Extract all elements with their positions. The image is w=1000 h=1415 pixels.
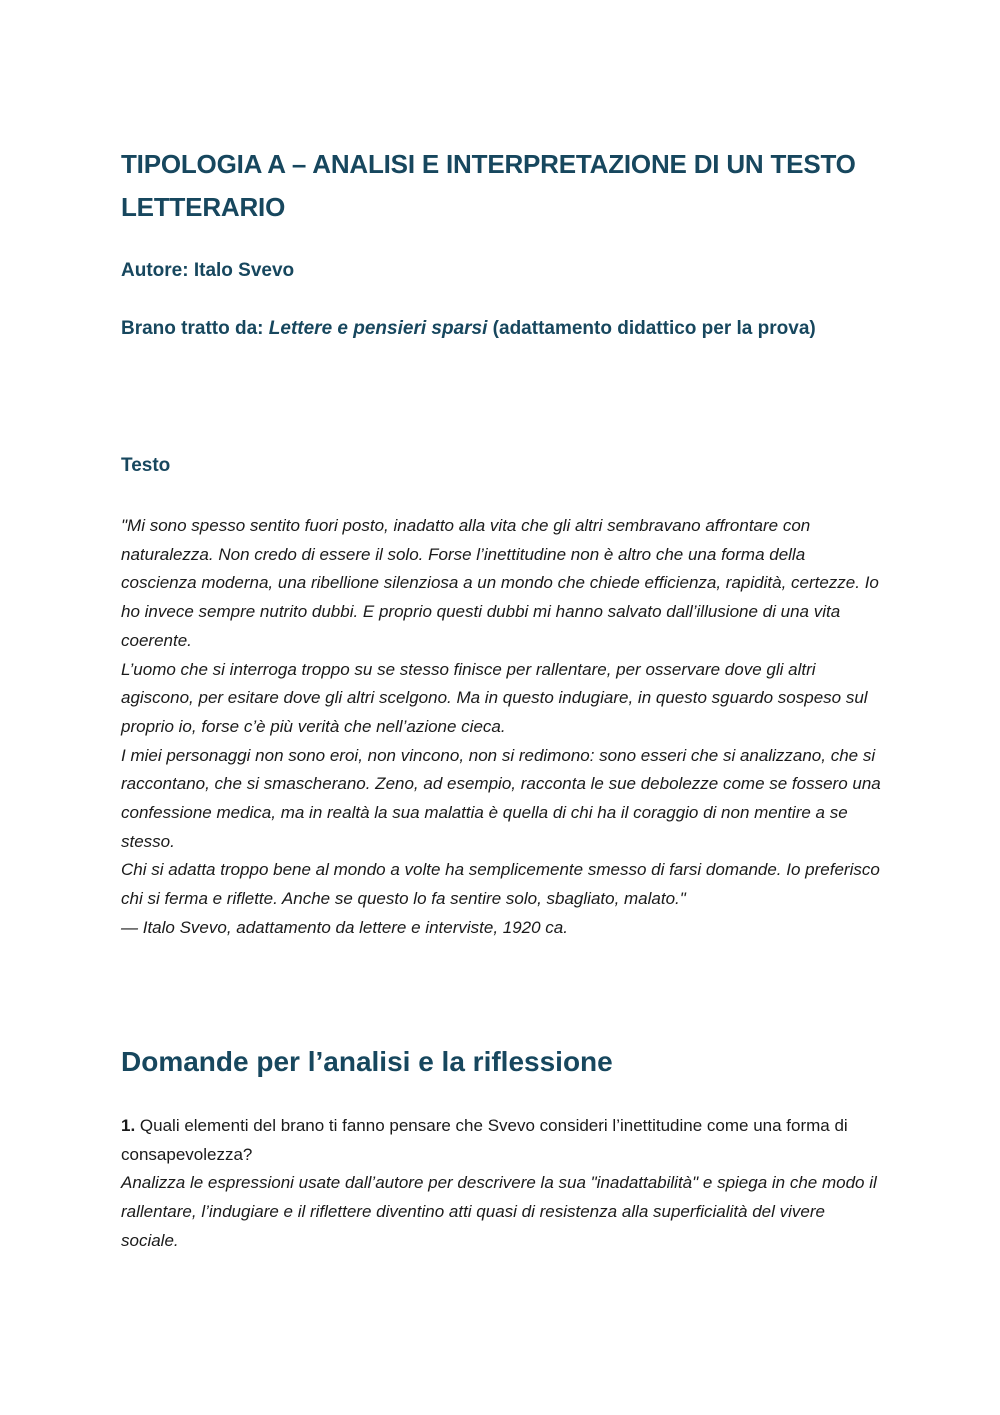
questions-heading: Domande per l’analisi e la riflessione: [121, 1046, 613, 1077]
source-work-title: Lettere e pensieri sparsi: [268, 318, 488, 339]
question-text: Quali elementi del brano ti fanno pensare che Svevo consideri l’inettitudine come una forma di consapevolezza?: [121, 1116, 848, 1164]
question-number: 1.: [121, 1116, 136, 1135]
question-hint: Analizza le espressioni usate dall’autore per descrivere la sua "inadattabilità" e spiega in che modo il rallentare, l’indugiare e il riflettere diventino atti quasi di resistenza alla superficialità del vivere sociale.: [121, 1173, 877, 1250]
source-line: [121, 312, 881, 346]
text-section-label: Testo: [121, 455, 171, 476]
source-note: (adattamento didattico per la prova): [492, 318, 816, 339]
author-name: Italo Svevo: [193, 260, 295, 281]
passage-paragraph: "Mi sono spesso sentito fuori posto, inadatto alla vita che gli altri sembravano affrontare con naturalezza. Non credo di essere il solo. Forse l’inettitudine non è altro che una forma della coscienza moderna, una ribellione silenziosa a un mondo che chiede efficienza, rapidità, certezze. Io ho invece sempre nutrito dubbi. E proprio questi dubbi mi hanno salvato dall’illusione di una vita coerente.: [121, 516, 879, 650]
passage-attribution: — Italo Svevo, adattamento da lettere e interviste, 1920 ca.: [121, 917, 568, 937]
question-item: [121, 1112, 881, 1256]
literary-passage: [121, 512, 881, 943]
document-title: TIPOLOGIA A – ANALISI E INTERPRETAZIONE DI UN TESTO LETTERARIO: [121, 149, 856, 222]
passage-paragraph: I miei personaggi non sono eroi, non vincono, non si redimono: sono esseri che si analizzano, che si raccontano, che si smascherano. Zeno, ad esempio, racconta le sue debolezze come se fossero una confessione medica, ma in realtà la sua malattia è quella di chi ha il coraggio di non mentire a se stesso.: [121, 745, 881, 851]
author-label: Autore:: [121, 260, 189, 281]
source-label: Brano tratto da:: [121, 318, 264, 339]
passage-paragraph: Chi si adatta troppo bene al mondo a volte ha semplicemente smesso di farsi domande. Io preferisco chi si ferma e riflette. Anche se questo lo fa sentire solo, sbagliato, malato.": [121, 860, 880, 909]
author-line: [121, 254, 881, 288]
passage-paragraph: L’uomo che si interroga troppo su se stesso finisce per rallentare, per osservare dove gli altri agiscono, per esitare dove gli altri scelgono. Ma in questo indugiare, in questo sguardo sospeso sul proprio io, forse c’è più verità che nell’azione cieca.: [121, 659, 868, 736]
